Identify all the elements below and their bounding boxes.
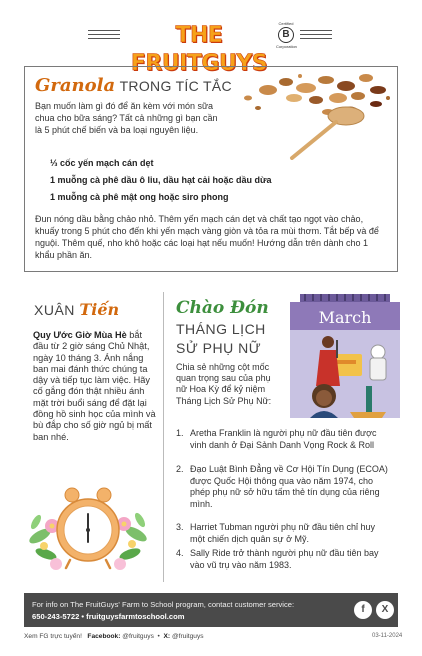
footer-info: For info on The FruitGuys' Farm to School program, contact customer service:	[32, 600, 295, 609]
bcorp-badge	[276, 21, 296, 51]
granola-directions: Đun nóng dầu bằng chảo nhỏ. Thêm yến mạch cán dẹt và chất tạo ngọt vào chảo, khuấy trong 5 phút cho đến khi yến mạch vàng giòn và tỏa ra mùi thơm. Tắt bếp và để nguội. Thêm quế, nho khô hoặc các loại hạt nếu muốn! Hướng dẫn trên dành cho 1 khẩu phần ăn.	[35, 214, 379, 260]
xuan-tien-title	[34, 300, 119, 320]
issue-date: 03-11-2024	[372, 633, 403, 639]
view-online-text: Xem FG trực tuyến!	[24, 633, 82, 640]
ingredient-2: 1 muỗng cà phê dầu ô liu, dầu hạt cải hoặc dầu dừa	[50, 175, 272, 185]
calendar-month-label: March	[318, 308, 372, 327]
xuan-title-script: Tiến	[79, 300, 120, 319]
alarm-clock-flowers-illustration	[26, 486, 150, 576]
xuan-title-plain: XUÂN	[34, 302, 75, 318]
history-item-4-text: Sally Ride trở thành người phụ nữ đầu tiên bay vào vũ trụ vào năm 1983.	[190, 548, 379, 570]
facebook-label: Facebook:	[87, 633, 121, 640]
history-item-4-number: 4.	[176, 548, 184, 558]
column-divider	[163, 292, 164, 582]
xuan-body	[33, 330, 159, 443]
granola-spoon-illustration	[228, 68, 396, 160]
footer-contact[interactable]: 650-243-5722 • fruitguysfarmtoschool.com	[32, 612, 185, 621]
march-calendar-illustration	[290, 294, 400, 418]
ingredient-1: ⅓ cốc yến mạch cán dẹt	[50, 158, 154, 168]
x-label: X:	[163, 633, 171, 640]
header-rule-left-3	[88, 38, 120, 39]
granola-title-script: Granola	[35, 75, 116, 96]
history-item-1-number: 1.	[176, 428, 184, 438]
xuan-body-text: bắt đầu từ 2 giờ sáng Chủ Nhật, ngày 10 tháng 3. Ánh nắng ban mai đánh thức chúng ta dậy và tiếp tục làm việc. Hãy cố gắng đón thật nhiều ánh mặt trời buổi sáng để đặt lại đồng hồ sinh học của mình và bù đắp cho số giờ ngủ bị mất ban nhé.	[33, 330, 156, 442]
x-icon[interactable]: X	[376, 601, 394, 619]
ingredient-3: 1 muỗng cà phê mật ong hoặc siro phong	[50, 192, 229, 202]
facebook-icon[interactable]: f	[354, 601, 372, 619]
bcorp-icon: B	[278, 27, 294, 43]
history-item-1	[176, 428, 392, 451]
footer-bar	[24, 593, 398, 627]
bottom-social-line: Xem FG trực tuyến! Facebook: @fruitguys • X: @fruitguys	[24, 633, 204, 640]
certified-label: Certified	[278, 21, 294, 26]
header-rule-right-3	[300, 38, 332, 39]
history-item-2-number: 2.	[176, 464, 184, 474]
history-item-1-text: Aretha Franklin là người phụ nữ đầu tiên được vinh danh ở Đại Sảnh Danh Vọng Rock & Roll	[190, 428, 377, 450]
granola-title-plain: TRONG TÍC TẮC	[119, 78, 232, 94]
history-item-3-number: 3.	[176, 522, 184, 532]
granola-intro: Bạn muốn làm gì đó để ăn kèm với món sữa chua cho bữa sáng? Tất cả những gì bạn cần là 5 phút chế biến và ba loại nguyên liệu.	[35, 101, 218, 135]
history-item-3	[176, 522, 392, 545]
header-rule-left-2	[88, 34, 120, 35]
granola-title	[35, 76, 232, 97]
corporation-label: Corporation	[276, 44, 297, 49]
history-intro: Chia sẻ những cột mốc quan trọng sau của phụ nữ Hoa Kỳ để kỷ niệm Tháng Lịch Sử Phụ Nữ:	[176, 362, 272, 406]
history-item-2	[176, 464, 392, 510]
history-item-3-text: Harriet Tubman người phụ nữ đầu tiên chỉ huy một chiến dịch quân sự ở Mỹ.	[190, 522, 376, 544]
history-item-2-text: Đạo Luật Bình Đẳng về Cơ Hội Tín Dụng (ECOA) được Quốc Hội thông qua vào năm 1974, cho phép phụ nữ sở hữu tấm thẻ tín dụng của riêng mình.	[190, 464, 388, 509]
x-handle[interactable]: @fruitguys	[171, 633, 204, 640]
history-title-line1: THÁNG LỊCH	[176, 321, 266, 337]
facebook-handle[interactable]: @fruitguys	[122, 633, 154, 640]
history-item-4	[176, 548, 392, 571]
header-rule-left-1	[88, 30, 120, 31]
alarm-clock	[57, 488, 119, 568]
history-title-line2: SỬ PHỤ NỮ	[176, 340, 262, 356]
xuan-bold-lead: Quy Ước Giờ Mùa Hè	[33, 330, 127, 340]
header-rule-right-2	[300, 34, 332, 35]
granola-clusters	[244, 74, 390, 115]
fruitguys-logo: THE FRUITGUYS	[130, 23, 268, 76]
header-rule-right-1	[300, 30, 332, 31]
wooden-spoon	[292, 107, 364, 158]
calendar-rings	[300, 294, 390, 302]
history-title-script: Chào Đón	[176, 298, 269, 318]
